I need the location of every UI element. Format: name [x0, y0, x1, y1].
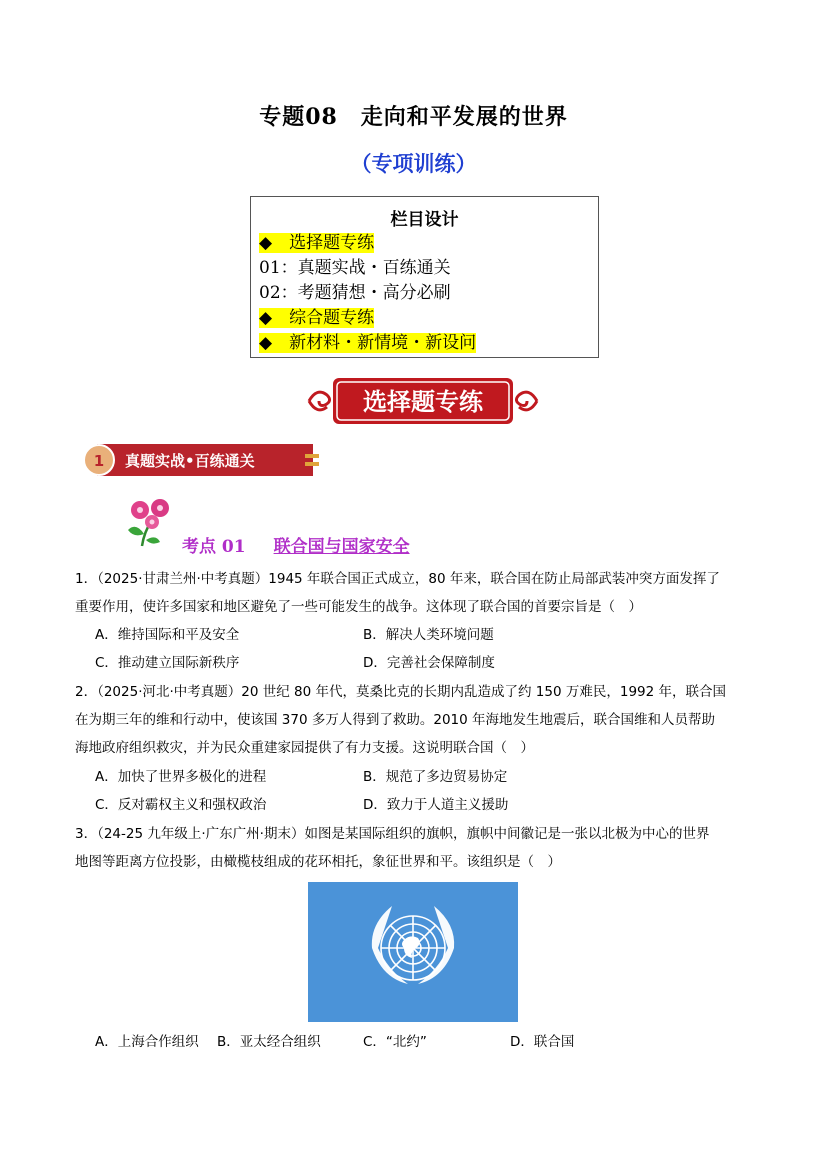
column-line-02: 02：考题猜想・高分必刷 — [259, 283, 451, 303]
question-1-option-d[interactable]: D．完善社会保障制度 — [363, 655, 495, 671]
question-3-option-c[interactable]: C．“北约” — [363, 1034, 427, 1050]
kaodian-topic: 联合国与国家安全 — [273, 537, 410, 557]
choice-section-banner — [305, 374, 541, 428]
section-tag-number: 1 — [93, 452, 105, 470]
column-box-heading: 栏目设计 — [390, 210, 459, 230]
section-tag-label: 真题实战•百练通关 — [125, 452, 255, 470]
question-2-stem: 2．（2025·河北·中考真题）20 世纪 80 年代，莫桑比克的长期内乱造成了约 150 万难民，1992 年，联合国 在为期三年的维和行动中，使该国 370 多万人得到了救助。2010 年海地发生地震后，联合国维和人员帮助 海地政府组织救灾，并为民众重建家园提供了有力支援。这说明联合国（ ） — [75, 684, 727, 756]
question-1-option-c[interactable]: C．推动建立国际新秩序 — [95, 655, 240, 671]
question-1-option-b[interactable]: B．解决人类环境问题 — [363, 627, 494, 643]
column-line-comprehensive: ◆ 综合题专练 — [259, 308, 375, 328]
kaodian-label: 考点 01 — [182, 537, 246, 557]
question-3-option-a[interactable]: A．上海合作组织 — [95, 1034, 199, 1050]
page-title: 专题08 走向和平发展的世界 — [259, 104, 568, 130]
column-design-box — [250, 196, 599, 358]
question-2-option-d[interactable]: D．致力于人道主义援助 — [363, 797, 509, 813]
banner-text: 选择题专练 — [363, 388, 483, 416]
question-1-option-a[interactable]: A．维持国际和平及安全 — [95, 627, 240, 643]
column-line-01: 01：真题实战・百练通关 — [259, 258, 451, 278]
question-3-stem: 3．（24-25 九年级上·广东广州·期末）如图是某国际组织的旗帜，旗帜中间徽记是一张以北极为中心的世界 地图等距离方位投影，由橄榄枝组成的花环相托，象征世界和平。该组织是（ ） — [75, 826, 710, 870]
question-1-stem: 1．（2025·甘肃兰州·中考真题）1945 年联合国正式成立，80 年来，联合国在防止局部武装冲突方面发挥了 重要作用，使许多国家和地区避免了一些可能发生的战争。这体现了联合国的首要宗旨是（ ） — [75, 571, 720, 615]
column-line-new-material: ◆ 新材料・新情境・新设问 — [259, 333, 477, 353]
question-3-option-d[interactable]: D．联合国 — [510, 1034, 575, 1050]
page-subtitle: （专项训练） — [350, 152, 477, 176]
column-line-choice: ◆ 选择题专练 — [259, 233, 375, 253]
question-3-option-b[interactable]: B．亚太经合组织 — [217, 1034, 321, 1050]
un-flag-image — [308, 882, 518, 1022]
question-2-option-c[interactable]: C．反对霸权主义和强权政治 — [95, 797, 267, 813]
question-2-option-b[interactable]: B．规范了多边贸易协定 — [363, 769, 508, 785]
flower-icon — [122, 496, 180, 548]
question-2-option-a[interactable]: A．加快了世界多极化的进程 — [95, 769, 267, 785]
kaodian-heading — [182, 532, 410, 557]
section-tag — [83, 440, 323, 480]
